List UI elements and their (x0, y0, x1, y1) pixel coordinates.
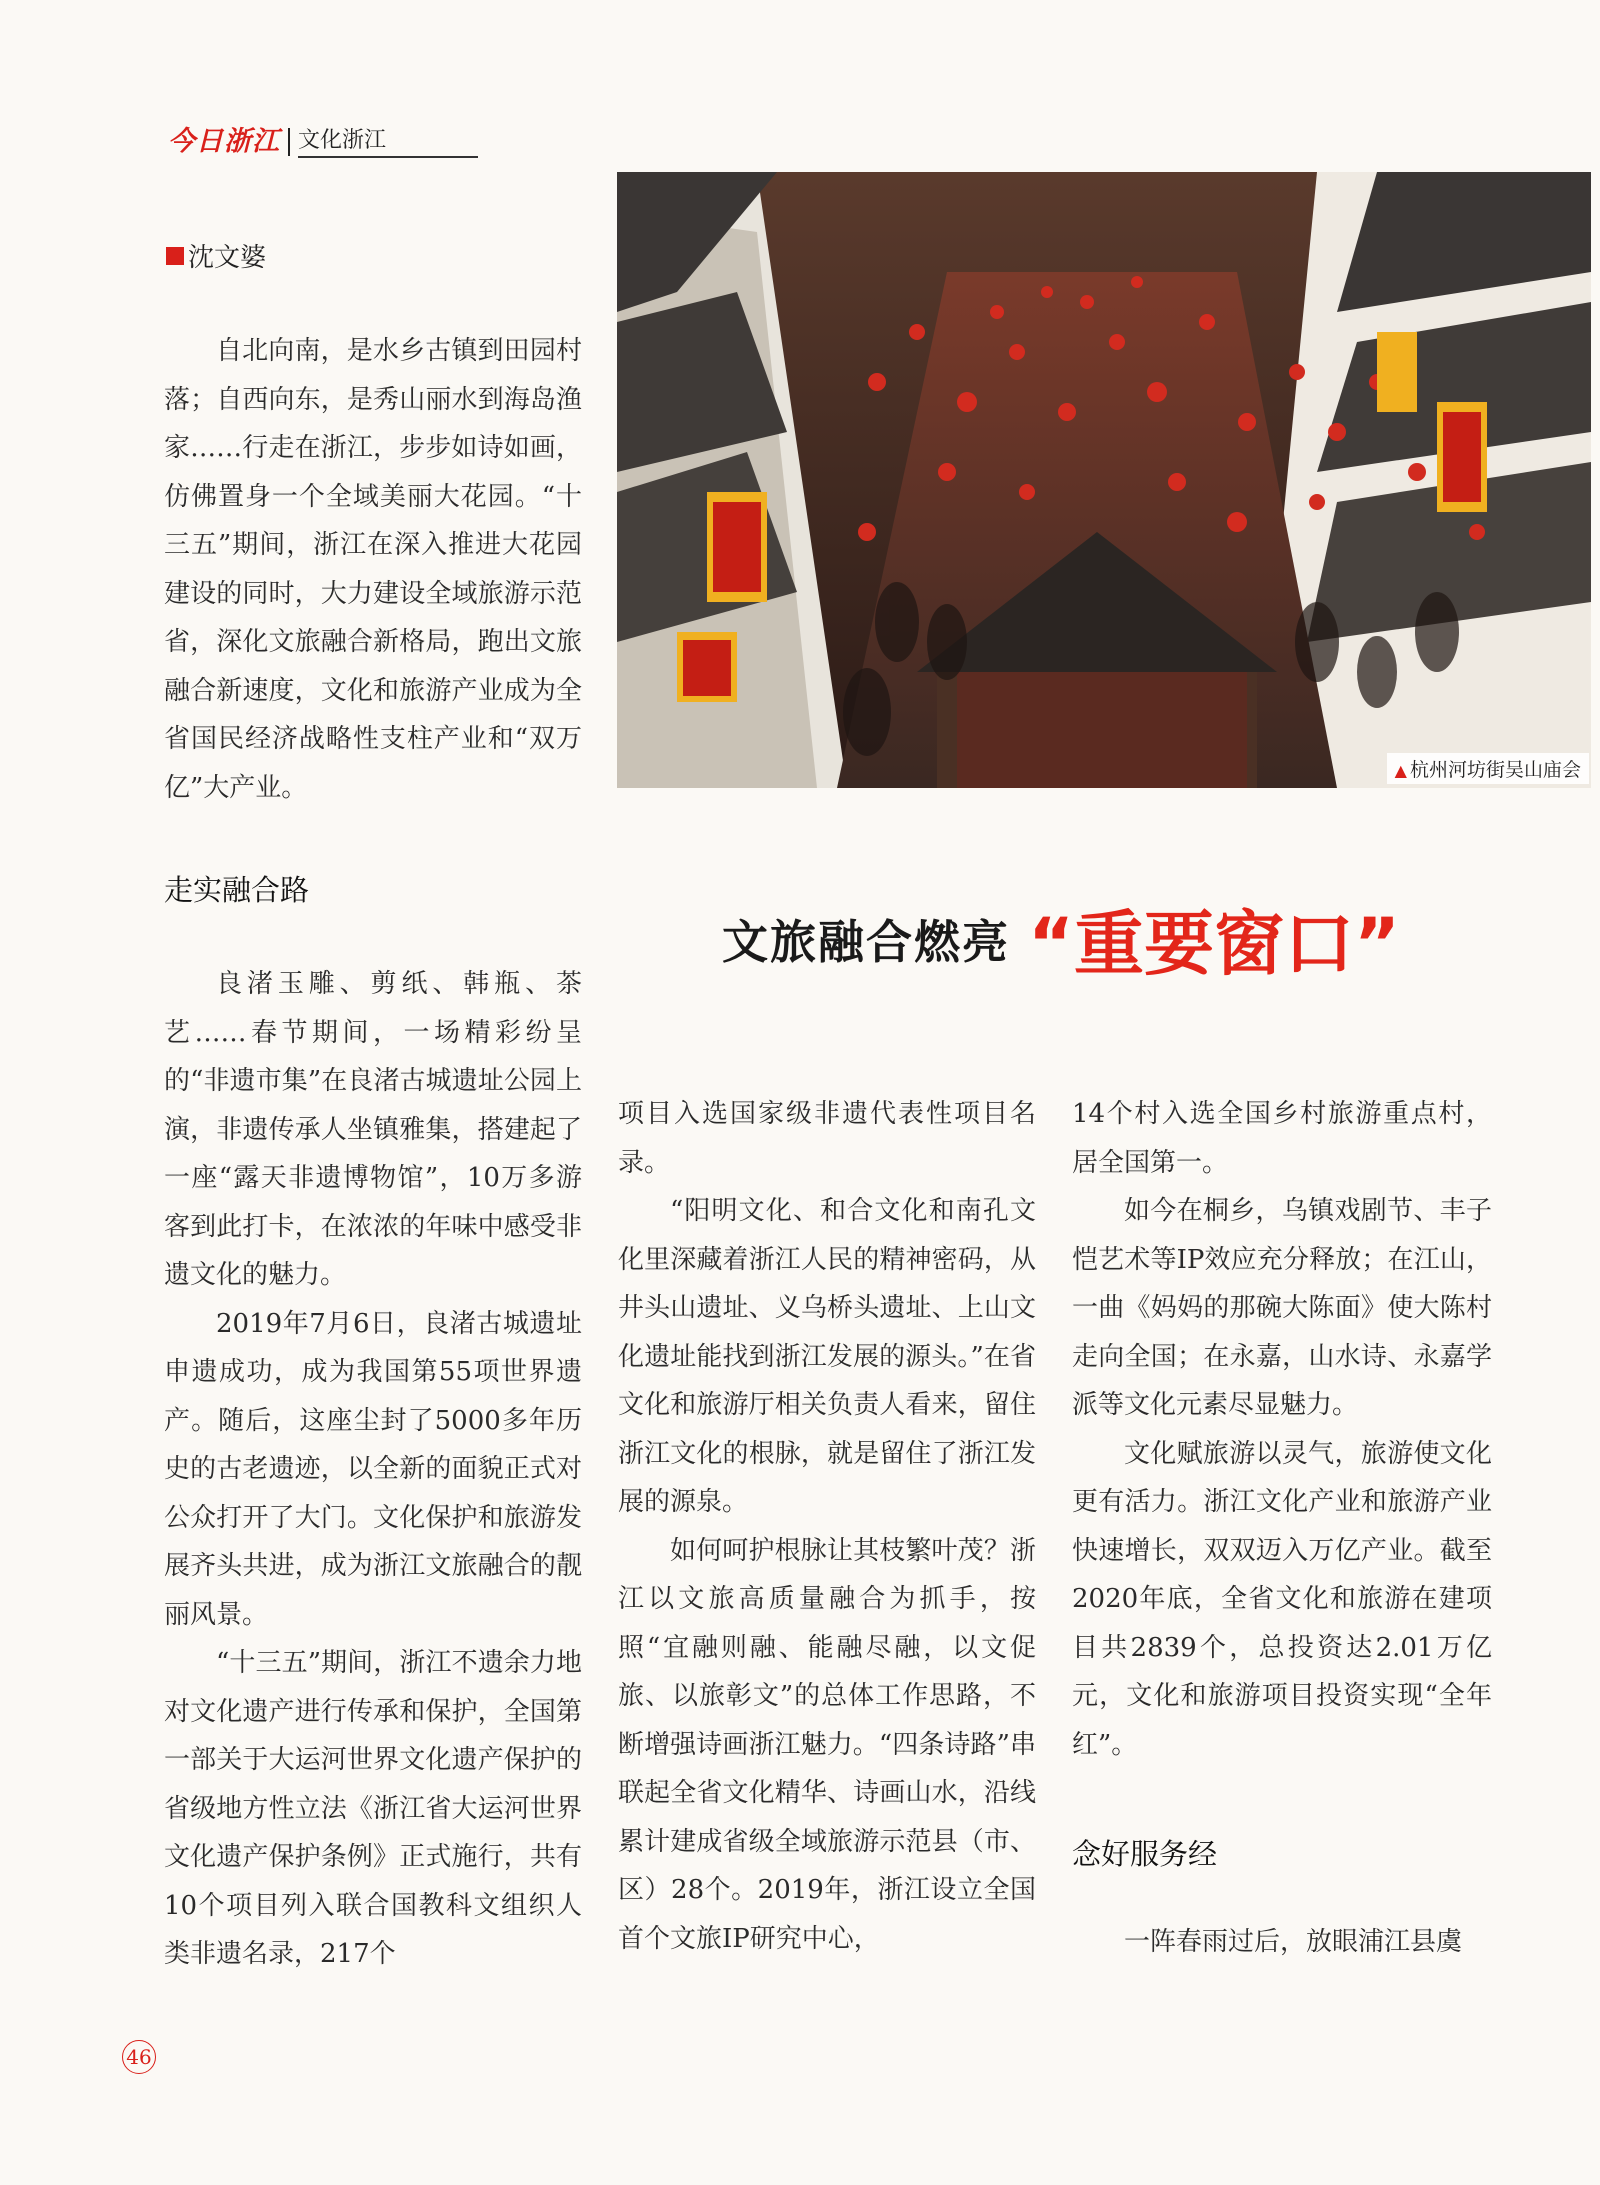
page-header (168, 124, 478, 158)
triangle-icon: ▲ (1394, 761, 1407, 780)
section-name: 文化浙江 (298, 123, 478, 158)
title-emphasis: “重要窗口” (1028, 903, 1401, 985)
body-paragraph: “十三五”期间，浙江不遗余力地对文化遗产进行传承和保护，全国第一部关于大运河世界文化遗产保护的省级地方性立法《浙江省大运河世界文化遗产保护条例》正式施行，共有10个项目列入联合国教科文组织人类非遗名录，217个 (164, 1648, 582, 1969)
body-column-2 (618, 1090, 1036, 1963)
author-name: 沈文婆 (188, 243, 267, 273)
title-main: 文旅融合燃亮 (722, 914, 1010, 969)
body-paragraph: 项目入选国家级非遗代表性项目名录。 (618, 1099, 1036, 1178)
body-column-1 (164, 960, 582, 1979)
body-paragraph: 2019年7月6日，良渚古城遗址申遗成功，成为我国第55项世界遗产。随后，这座尘封了5000多年历史的古老遗迹，以全新的面貌正式对公众打开了大门。文化保护和旅游发展齐头共进，成为浙江文旅融合的靓丽风景。 (164, 1308, 582, 1630)
body-paragraph: 如今在桐乡，乌镇戏剧节、丰子恺艺术等IP效应充分释放；在江山，一曲《妈妈的那碗大陈面》使大陈村走向全国；在永嘉，山水诗、永嘉学派等文化元素尽显魅力。 (1072, 1196, 1492, 1420)
author-byline (166, 237, 266, 274)
body-paragraph: 一阵春雨过后，放眼浦江县虞 (1124, 1927, 1463, 1957)
page-number: 46 (122, 2040, 156, 2074)
street-fair-photo (617, 172, 1591, 788)
hero-photo (617, 172, 1591, 788)
body-paragraph: 14个村入选全国乡村旅游重点村，居全国第一。 (1072, 1099, 1492, 1178)
photo-caption (1387, 753, 1589, 784)
intro-paragraph: 自北向南，是水乡古镇到田园村落；自西向东，是秀山丽水到海岛渔家……行走在浙江，步步如诗如画，仿佛置身一个全域美丽大花园。“十三五”期间，浙江在深入推进大花园建设的同时，大力建设全域旅游示范省，深化文旅融合新格局，跑出文旅融合新速度，文化和旅游产业成为全省国民经济战略性支柱产业和“双万亿”大产业。 (164, 336, 582, 803)
caption-text: 杭州河坊街吴山庙会 (1409, 759, 1581, 781)
red-square-icon (166, 247, 184, 265)
body-paragraph: 文化赋旅游以灵气，旅游使文化更有活力。浙江文化产业和旅游产业快速增长，双双迈入万亿产业。截至2020年底，全省文化和旅游在建项目共2839个，总投资达2.01万亿元，文化和旅游项目投资实现“全年红”。 (1072, 1438, 1492, 1760)
header-divider (288, 128, 290, 156)
section-heading: 念好服务经 (1072, 1837, 1218, 1871)
body-paragraph: 良渚玉雕、剪纸、韩瓶、茶艺……春节期间，一场精彩纷呈的“非遗市集”在良渚古城遗址公园上演，非遗传承人坐镇雅集，搭建起了一座“露天非遗博物馆”，10万多游客到此打卡，在浓浓的年味中感受非遗文化的魅力。 (164, 969, 582, 1290)
intro-column (164, 327, 582, 812)
magazine-logo: 今日浙江 (168, 126, 280, 157)
body-column-3-continued (1072, 1918, 1492, 1967)
body-paragraph: 如何呵护根脉让其枝繁叶茂？浙江以文旅高质量融合为抓手，按照“宜融则融、能融尽融，以文促旅、以旅彰文”的总体工作思路，不断增强诗画浙江魅力。“四条诗路”串联起全省文化精华、诗画山水，沿线累计建成省级全域旅游示范县（市、区）28个。2019年，浙江设立全国首个文旅IP研究中心， (618, 1535, 1036, 1954)
body-paragraph: “阳明文化、和合文化和南孔文化里深藏着浙江人民的精神密码，从井头山遗址、义乌桥头遗址、上山文化遗址能找到浙江发展的源头。”在省文化和旅游厅相关负责人看来，留住浙江文化的根脉，就是留住了浙江发展的源泉。 (618, 1196, 1036, 1517)
section-heading: 走实融合路 (164, 873, 310, 907)
body-column-3 (1072, 1090, 1492, 1769)
article-title (722, 888, 1400, 989)
